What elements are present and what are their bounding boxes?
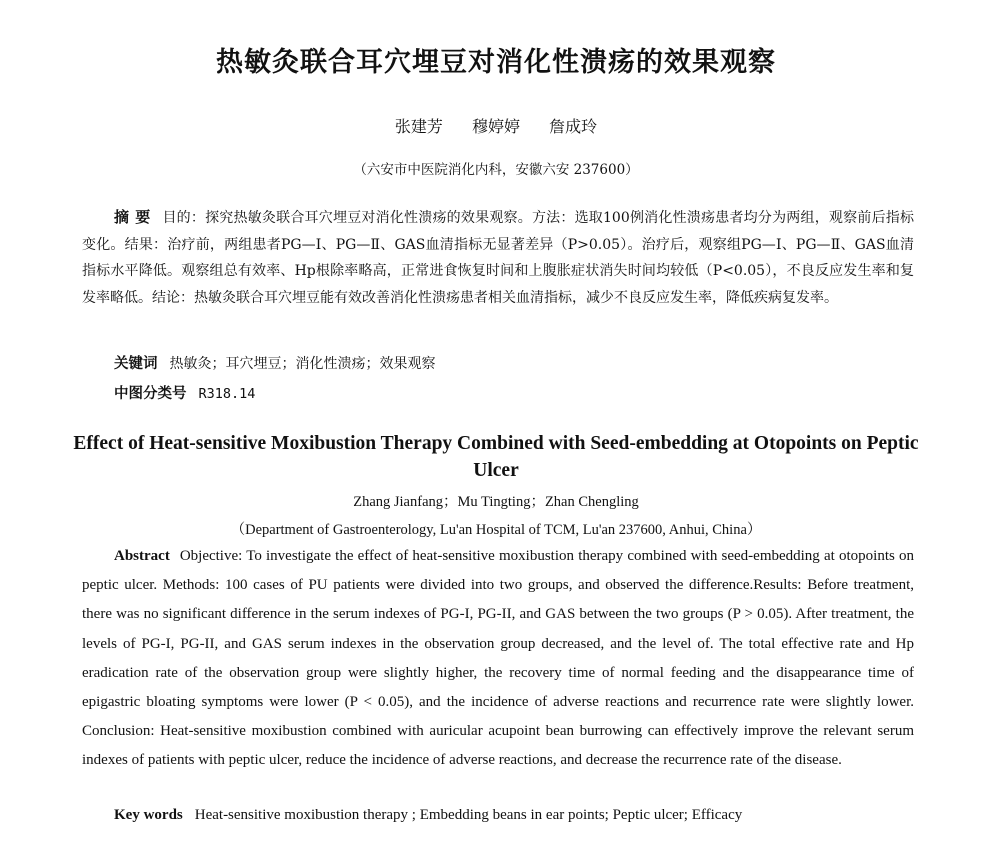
chinese-author: 穆婷婷 [471,117,520,136]
english-keywords-label: Key words [114,807,183,823]
english-keywords [114,807,914,824]
chinese-abstract-text: 目的：探究热敏灸联合耳穴埋豆对消化性溃疡的效果观察。方法：选取100例消化性溃疡患者均分为两组，观察前后指标变化。结果：治疗前，两组患者PG—Ⅰ、PG—Ⅱ、GAS血清指标无显著差异（P>0.05）。治疗后，观察组PG—Ⅰ、PG—Ⅱ、GAS血清指标水平降低。观察组总有效率、Hp根除率略高，正常进食恢复时间和上腹胀症状消失时间均较低（P<0.05），不良反应发生率和复发率略低。结论：热敏灸联合耳穴埋豆能有效改善消化性溃疡患者相关血清指标，减少不良反应发生率，降低疾病复发率。 [82,210,914,306]
chinese-title: 热敏灸联合耳穴埋豆对消化性溃疡的效果观察 [216,47,776,78]
english-abstract-text: Objective: To investigate the effect of heat-sensitive moxibustion therapy combined with seed-embedding at otopoints on peptic ulcer. Methods: 100 cases of PU patients were divided into two groups, and observed the difference.Results: Before treatment, there was no significant difference in the serum indexes of PG-I, PG-II, and GAS between the two groups (P > 0.05). After treatment, the levels of PG-I, PG-II, and GAS serum indexes in the observation group decreased, and the level of. The total effective rate and Hp eradication rate of the observation group were slightly higher, the recovery time of normal feeding and the disappearance time of epigastric bloating symptoms were lower (P < 0.05), and the incidence of adverse reactions and recurrence rate were slightly lower. Conclusion: Heat-sensitive moxibustion combined with auricular acupoint bean burrowing can effectively improve the relevant serum indexes of patients with peptic ulcer, reduce the incidence of adverse reactions, and decrease the recurrence rate of the disease. [82,548,914,769]
chinese-affiliation: （六安市中医院消化内科，安徽六安 237600） [353,162,639,178]
classification-value: R318.14 [198,386,256,402]
chinese-keywords-text: 热敏灸；耳穴埋豆；消化性溃疡；效果观察 [169,356,436,372]
chinese-abstract [82,204,914,311]
classification-label: 中图分类号 [114,386,187,402]
english-abstract [82,542,914,776]
chinese-author: 张建芳 [394,117,443,136]
english-abstract-label: Abstract [114,548,170,564]
english-keywords-text: Heat-sensitive moxibustion therapy ; Embedding beans in ear points; Peptic ulcer; Efficacy [194,807,743,823]
chinese-keywords-label: 关键词 [114,356,158,372]
chinese-keywords [114,352,914,373]
english-authors: Zhang Jianfang；Mu Tingting；Zhan Chengling [353,494,639,510]
chinese-author: 詹成玲 [549,117,598,136]
english-affiliation: （Department of Gastroenterology, Lu'an Hospital of TCM, Lu'an 237600, Anhui, China） [230,522,762,538]
chinese-authors [0,114,992,137]
chinese-classification [114,382,914,403]
english-title: Effect of Heat-sensitive Moxibustion Therapy Combined with Seed-embedding at Otopoints on Peptic Ulcer [73,433,919,481]
chinese-abstract-label: 摘要 [114,208,157,226]
